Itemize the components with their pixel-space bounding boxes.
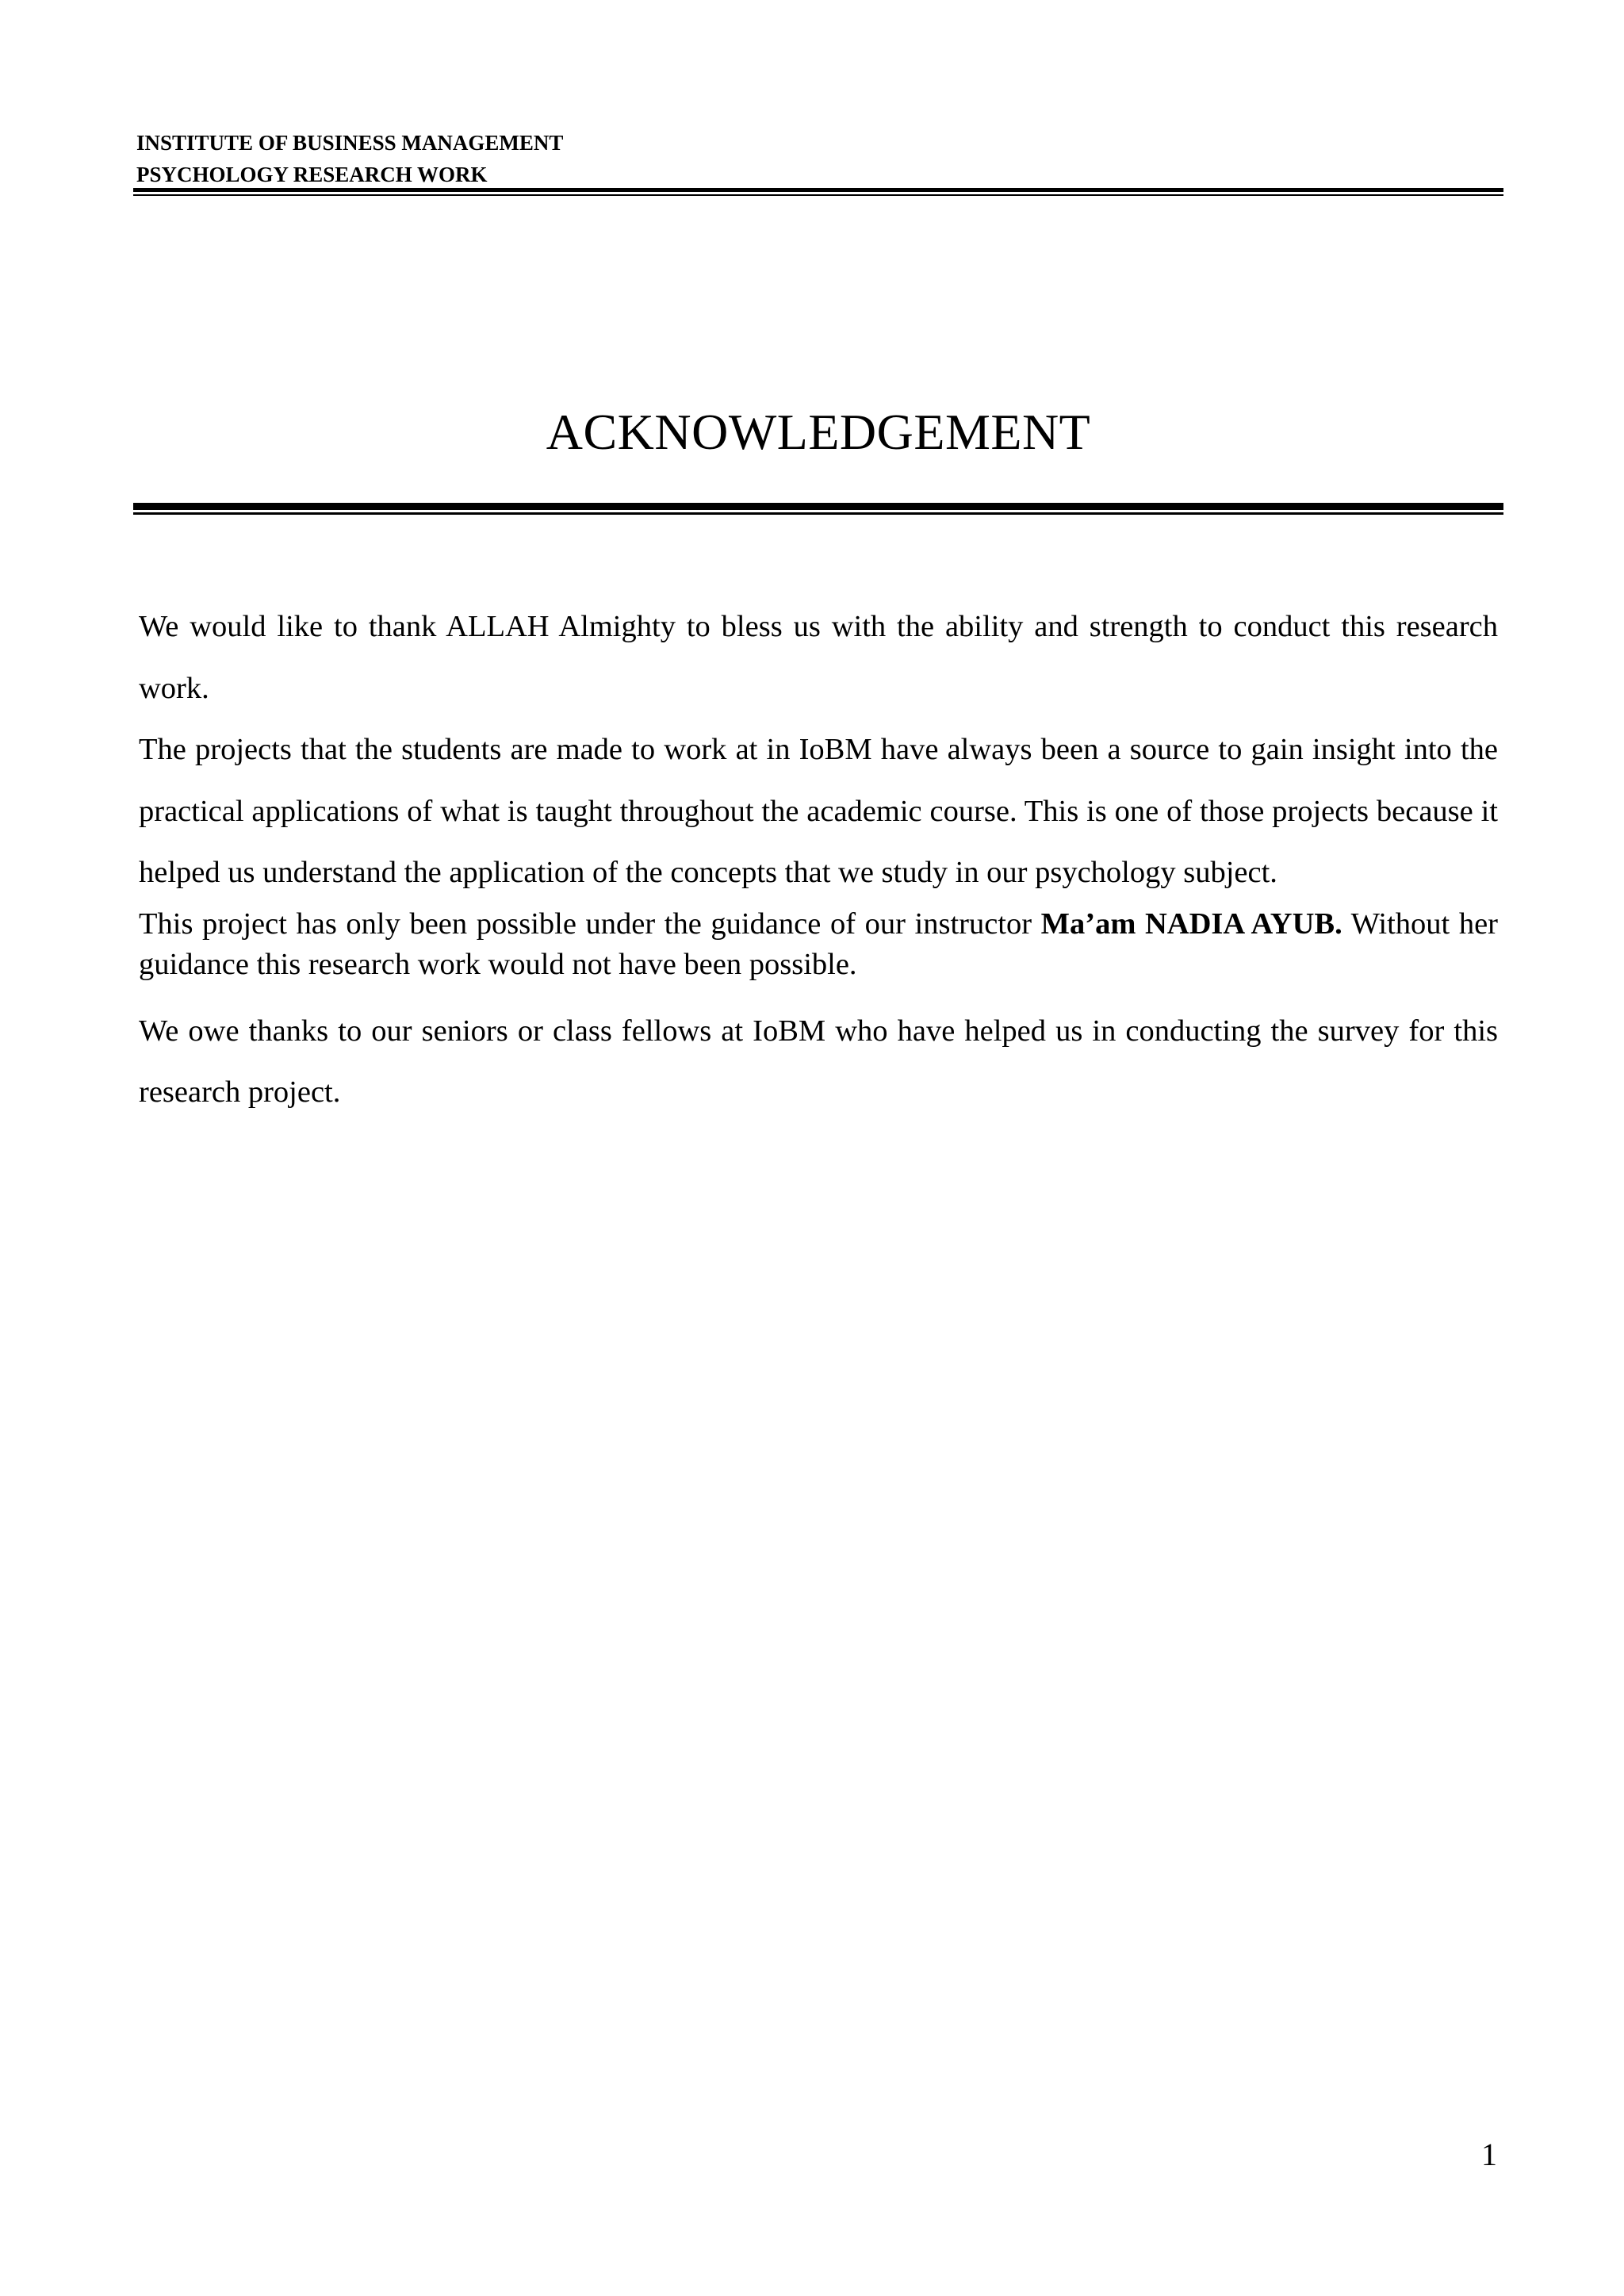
paragraph-instructor	[139, 904, 1498, 985]
paragraph-projects: The projects that the students are made to work at in IoBM have always been a source to gain insight into the practical applications of what is taught throughout the academic course. This is one of those projects because it helped us understand the application of the concepts that we study in our psychology subject.	[139, 733, 1498, 889]
header-institute: INSTITUTE OF BUSINESS MANAGEMENT	[136, 131, 564, 155]
paragraph-instructor-tail: Without her guidance this research work would not have been possible.	[139, 907, 1498, 981]
page-header	[136, 127, 1500, 190]
title-divider	[133, 503, 1503, 515]
paragraph-seniors: We owe thanks to our seniors or class fellows at IoBM who have helped us in conducting the survey for this research project.	[139, 1014, 1498, 1109]
header-divider	[133, 188, 1503, 196]
page-number: 1	[1481, 2137, 1497, 2172]
paragraph-thanks-allah: We would like to thank ALLAH Almighty to bless us with the ability and strength to conduct this research work.	[139, 610, 1498, 705]
body-text	[139, 596, 1498, 1124]
instructor-name: Ma’am NADIA AYUB.	[1040, 907, 1342, 941]
header-subject: PSYCHOLOGY RESEARCH WORK	[136, 163, 488, 186]
page-title: ACKNOWLEDGEMENT	[546, 404, 1091, 460]
paragraph-instructor-lead: This project has only been possible under the guidance of our instructor	[139, 907, 1041, 941]
